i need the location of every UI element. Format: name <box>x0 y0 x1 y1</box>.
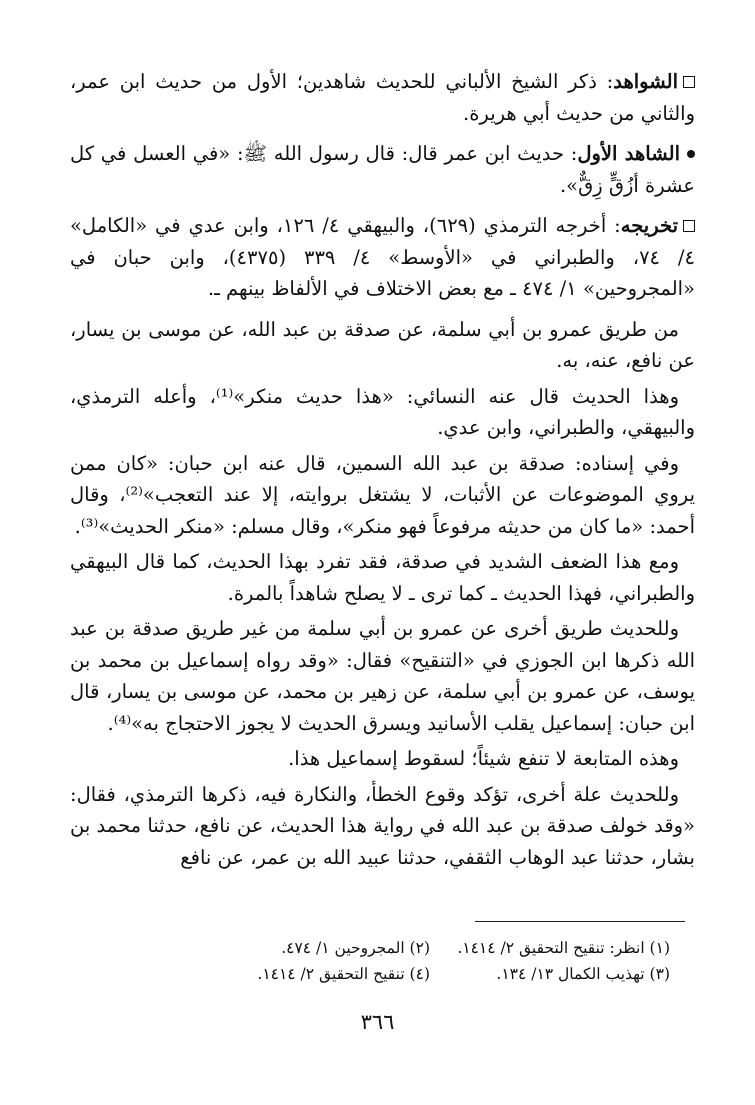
paragraph-text: وللحديث طريق أخرى عن عمرو بن أبي سلمة من غير طريق صدقة بن عبد الله ذكرها ابن الجوزي في «التنقيح» فقال: «وقد رواه إسماعيل بن محمد بن يوسف، عن عمرو بن أبي سلمة، عن زهير بن محمد، عن موسى بن يسار، قال ابن حبان: إسماعيل يقلب الأسانيد ويسرق الحديث لا يجوز الاحتجاج به»⁽⁴⁾. <box>70 617 695 735</box>
paragraph-text: : أخرجه الترمذي (٦٢٩)، والبيهقي ٤/ ١٢٦، وابن عدي في «الكامل» ٤/ ٧٤، والطبراني في «الأوسط» ٤/ ٣٣٩ (٤٣٧٥)، وابن حبان في «المجروحين» ١/ ٤٧٤ ـ مع بعض الاختلاف في الألفاظ بينهم ـ. <box>70 214 695 300</box>
paragraph-text: وللحديث علة أخرى، تؤكد وقوع الخطأ، والنكارة فيه، ذكرها الترمذي، فقال: «وقد خولف صدقة بن عبد الله في رواية هذا الحديث، عن نافع، حدثنا محمد بن بشار، حدثنا عبد الوهاب الثقفي، حدثنا عبيد الله بن عمر، عن نافع <box>70 782 695 869</box>
paragraph <box>70 613 695 739</box>
paragraph <box>70 448 695 543</box>
paragraph <box>70 381 695 444</box>
paragraph-takhrij <box>70 210 695 305</box>
page-body <box>70 66 695 877</box>
paragraph <box>70 314 695 377</box>
paragraph-text: من طريق عمرو بن أبي سلمة، عن صدقة بن عبد الله، عن موسى بن يسار، عن نافع، عنه، به. <box>70 317 695 372</box>
heading-label: الشواهد <box>613 70 678 93</box>
paragraph <box>70 743 695 775</box>
paragraph-text: : ذكر الشيخ الألباني للحديث شاهدين؛ الأول من حديث ابن عمر، والثاني من حديث أبي هريرة. <box>70 70 695 125</box>
footnote-1: (١) انظر: تنقيح التحقيق ٢/ ١٤١٤. <box>457 939 670 957</box>
page-number: ٣٦٦ <box>360 1010 395 1034</box>
paragraph-first-witness <box>70 138 695 201</box>
footnote-divider <box>475 921 685 922</box>
bullet-icon <box>687 150 695 158</box>
footnote-2: (٢) المجروحين ١/ ٤٧٤. <box>281 939 430 957</box>
heading-label: الشاهد الأول <box>577 142 680 165</box>
heading-label: تخريجه <box>620 214 679 237</box>
paragraph-text: وهذا الحديث قال عنه النسائي: «هذا حديث منكر»⁽¹⁾، وأعله الترمذي، والبيهقي، والطبراني، وابن عدي. <box>70 384 695 439</box>
square-marker-icon <box>683 76 695 88</box>
paragraph-text: وهذه المتابعة لا تنفع شيئاً؛ لسقوط إسماعيل هذا. <box>288 747 679 770</box>
paragraph-shawahid <box>70 66 695 129</box>
paragraph-text: وفي إسناده: صدقة بن عبد الله السمين، قال عنه ابن حبان: «كان ممن يروي الموضوعات عن الأثبات، لا يشتغل بروايته، إلا عند التعجب»⁽²⁾، وقال أحمد: «ما كان من حديثه مرفوعاً فهو منكر»، وقال مسلم: «منكر الحديث»⁽³⁾. <box>70 451 695 538</box>
footnote-3: (٣) تهذيب الكمال ١٣/ ١٣٤. <box>496 965 670 983</box>
paragraph-text: ومع هذا الضعف الشديد في صدقة، فقد تفرد بهذا الحديث، كما قال البيهقي والطبراني، فهذا الحديث ـ كما ترى ـ لا يصلح شاهداً بالمرة. <box>70 550 695 605</box>
square-marker-icon <box>683 220 695 232</box>
footnote-4: (٤) تنقيح التحقيق ٢/ ١٤١٤. <box>257 965 430 983</box>
paragraph <box>70 779 695 874</box>
paragraph <box>70 546 695 609</box>
paragraph-text: : حديث ابن عمر قال: قال رسول الله ﷺ: «في العسل في كل عشرة أزُقٍّ زِقٌّ». <box>70 142 695 197</box>
